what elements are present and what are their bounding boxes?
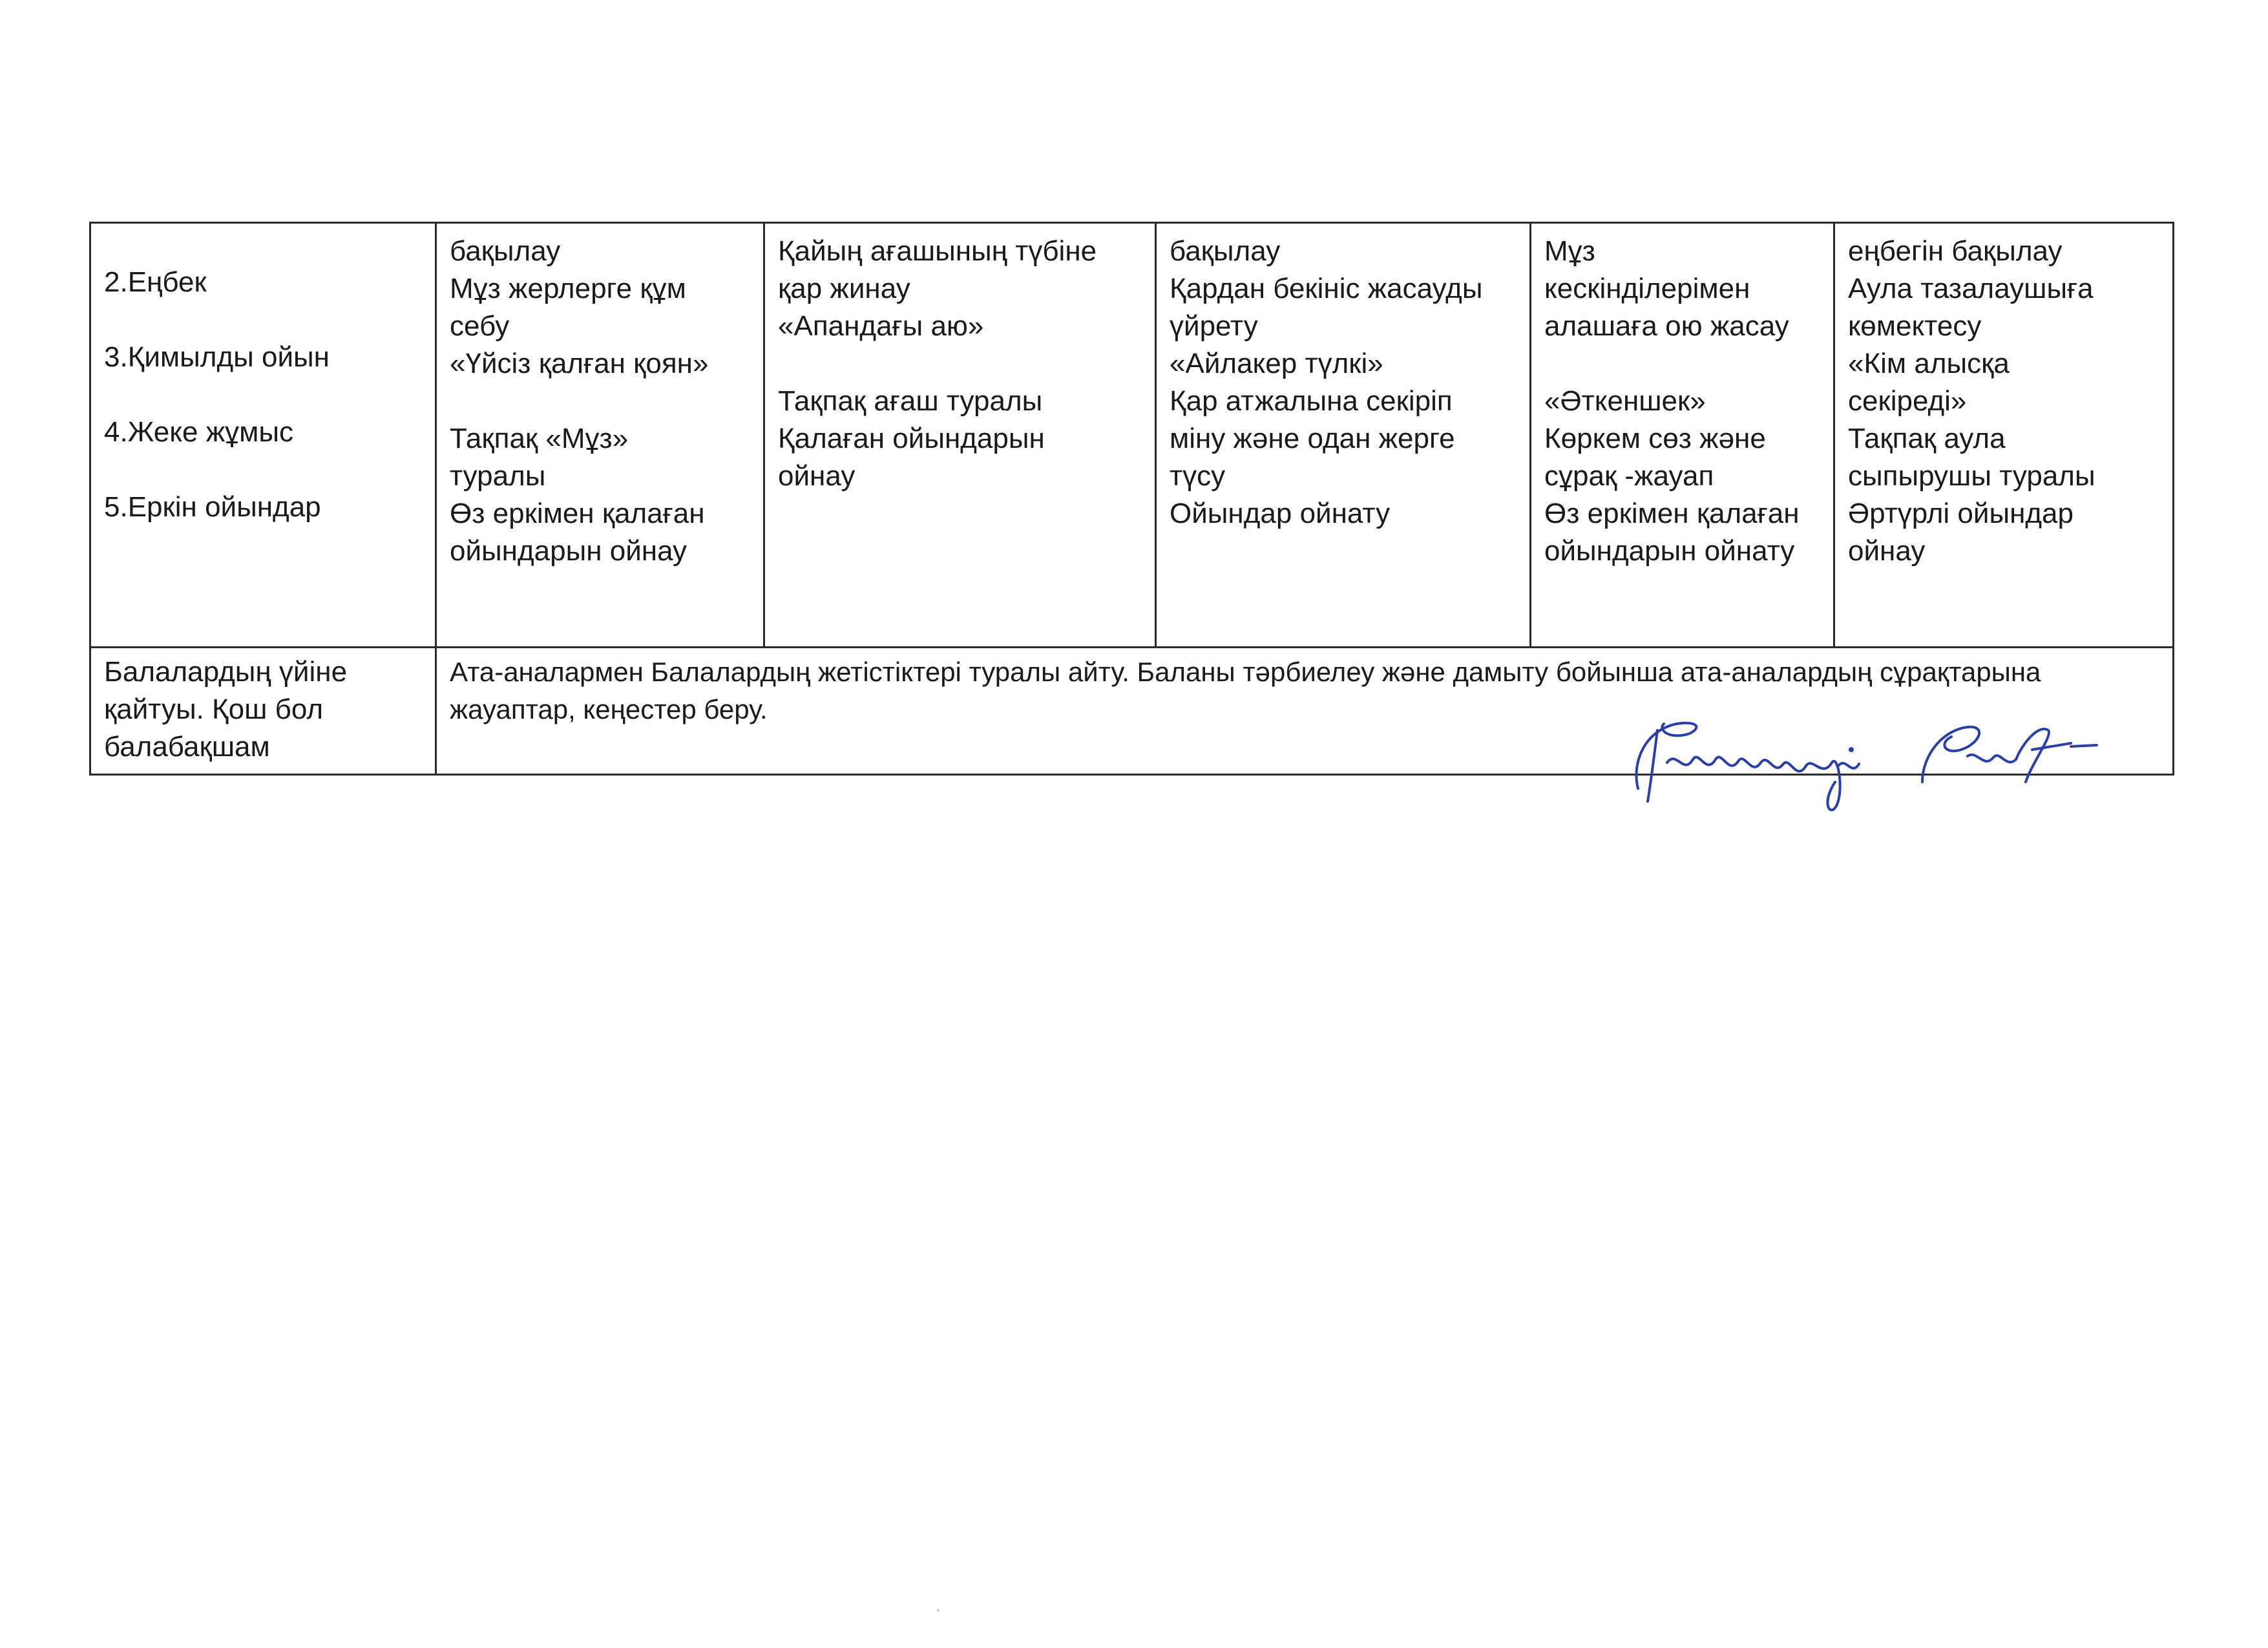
day-text-line: себу xyxy=(450,310,510,342)
day-text-line: Мұз xyxy=(1544,235,1595,267)
day-text-line: ойнау xyxy=(778,460,856,492)
day-text-line: кескінділерімен xyxy=(1544,273,1750,304)
day-text-line: бақылау xyxy=(450,235,561,267)
day-text-line: үйрету xyxy=(1170,310,1258,342)
day-text-line: «Айлакер түлкі» xyxy=(1170,348,1383,379)
table-row-activities xyxy=(90,223,2174,648)
day-text-line: «Кім алысқа xyxy=(1848,348,2010,379)
day-text-line: Қайың ағашының түбіне xyxy=(778,235,1097,267)
day-text-line: еңбегін бақылау xyxy=(1848,235,2063,267)
day-text-line: Тақпақ ағаш туралы xyxy=(778,385,1043,417)
going-home-label-line: балабақшам xyxy=(104,731,270,763)
day-text-line: Қар атжалына секіріп xyxy=(1170,385,1453,417)
scan-speck xyxy=(937,1609,940,1611)
day-text-line: Әртүрлі ойындар xyxy=(1848,498,2074,529)
day-text-line: секіреді» xyxy=(1848,385,1967,417)
activity-labels-cell xyxy=(90,223,436,648)
day-column-1 xyxy=(436,223,764,648)
day-text-line: Мұз жерлерге құм xyxy=(450,273,686,304)
day-text-line: Қалаған ойындарын xyxy=(778,423,1045,454)
day-text-line: туралы xyxy=(450,460,546,492)
day-text-line: сұрақ -жауап xyxy=(1544,460,1714,492)
going-home-label-line: Балалардың үйіне xyxy=(104,656,348,688)
label-free-play: 5.Еркін ойындар xyxy=(104,491,321,523)
day-text-line: түсу xyxy=(1170,460,1226,492)
day-text-line: Өз еркімен қалаған xyxy=(450,498,705,529)
daily-plan-table xyxy=(89,222,2174,776)
label-individual-work: 4.Жеке жұмыс xyxy=(104,416,294,448)
day-column-4 xyxy=(1531,223,1834,648)
day-text-line: «Әткеншек» xyxy=(1544,385,1706,417)
day-text-line: Көркем сөз және xyxy=(1544,423,1766,454)
parents-consultation-text: Ата-аналармен Балалардың жетістіктері туралы айту. Баланы тәрбиелеу және дамыту бойынша ата-аналардың сұрақтарына жауаптар, кеңестер беру. xyxy=(450,657,2041,724)
going-home-label-line: қайтуы. Қош бол xyxy=(104,693,324,725)
day-text-line: Ойындар ойнату xyxy=(1170,498,1391,529)
day-text-line: Тақпақ «Мұз» xyxy=(450,423,629,454)
day-text-line: ойындарын ойнату xyxy=(1544,535,1795,567)
spacer xyxy=(1544,345,1822,383)
day-text-line: алашаға ою жасау xyxy=(1544,310,1789,342)
spacer xyxy=(778,345,1143,383)
day-text-line: көмектесу xyxy=(1848,310,1982,342)
day-text-line: Аула тазалаушыға xyxy=(1848,273,2094,304)
day-text-line: ойындарын ойнау xyxy=(450,535,688,567)
day-text-line: «Апандағы аю» xyxy=(778,310,984,342)
spacer xyxy=(450,383,751,420)
day-text-line: Қардан бекініс жасауды xyxy=(1170,273,1483,304)
day-text-line: міну және одан жерге xyxy=(1170,423,1455,454)
day-text-line: Тақпақ аула xyxy=(1848,423,2006,454)
label-labor: 2.Еңбек xyxy=(104,266,207,298)
day-column-5 xyxy=(1834,223,2174,648)
going-home-label-cell xyxy=(90,648,436,775)
label-movement-game: 3.Қимылды ойын xyxy=(104,341,330,373)
day-text-line: ойнау xyxy=(1848,535,1926,567)
day-text-line: қар жинау xyxy=(778,273,910,304)
day-text-line: Өз еркімен қалаған xyxy=(1544,498,1800,529)
day-column-3 xyxy=(1156,223,1531,648)
handwritten-signature-icon xyxy=(1619,704,2110,821)
day-text-line: бақылау xyxy=(1170,235,1281,267)
day-text-line: «Үйсіз қалған қоян» xyxy=(450,348,709,379)
day-text-line: сыпырушы туралы xyxy=(1848,460,2095,492)
day-column-2 xyxy=(764,223,1156,648)
